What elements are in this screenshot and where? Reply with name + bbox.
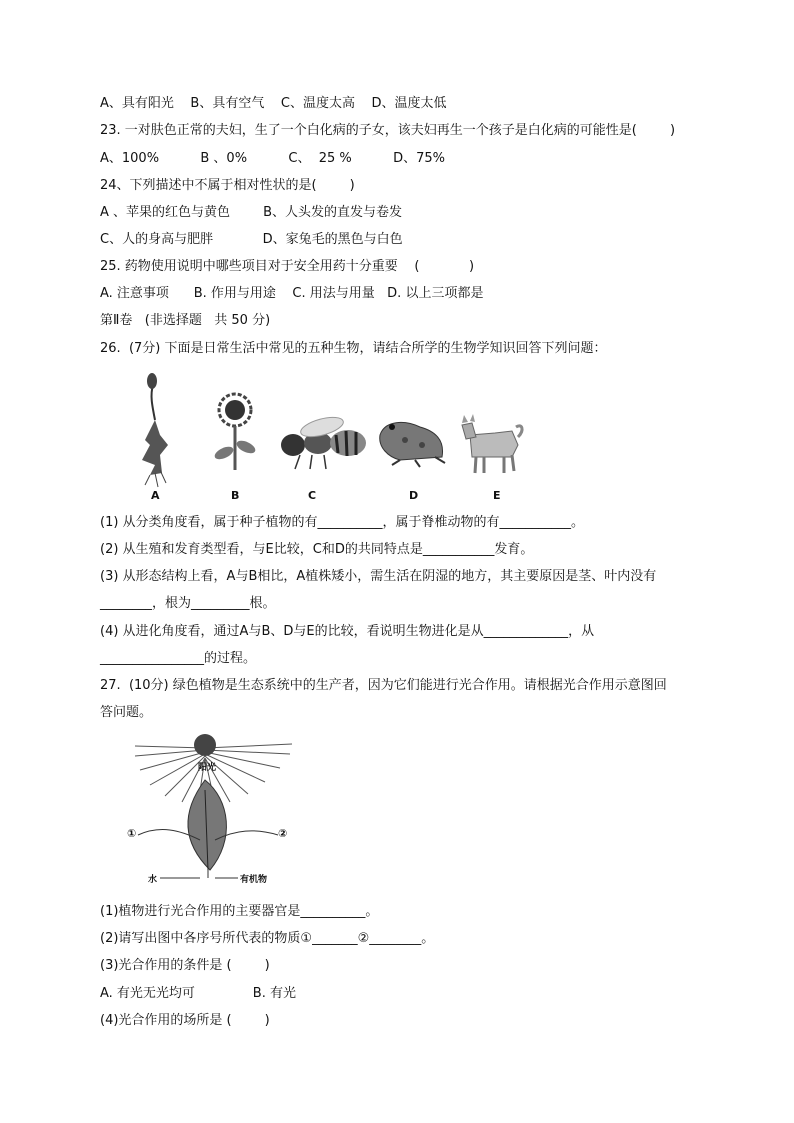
water-label: 水 bbox=[148, 875, 158, 885]
q26-part-3b: ________，根为_________根。 bbox=[100, 596, 276, 611]
frog-illustration bbox=[380, 422, 445, 467]
organism-label-b: B bbox=[231, 489, 240, 502]
organisms-figure bbox=[100, 365, 540, 505]
organism-label-e: E bbox=[493, 489, 501, 502]
q27-part-2: (2)请写出图中各序号所代表的物质①_______②________。 bbox=[100, 931, 435, 946]
q27-part-4: (4)光合作用的场所是 ( ) bbox=[100, 1013, 270, 1028]
question-24: 24、下列描述中不属于相对性状的是( ) bbox=[100, 178, 355, 193]
q26-part-2: (2) 从生殖和发育类型看，与E比较，C和D的共同特点是___________发育。 bbox=[100, 542, 534, 557]
q23-options: A、100% B 、0% C、 25 % D、75% bbox=[100, 151, 445, 166]
q26-part-4b: ________________的过程。 bbox=[100, 651, 257, 666]
q26-part-1: (1) 从分类角度看，属于种子植物的有__________，属于脊椎动物的有___________。 bbox=[100, 515, 585, 530]
organic-matter-label: 有机物 bbox=[240, 875, 268, 885]
question-25: 25. 药物使用说明中哪些项目对于安全用药十分重要 ( ) bbox=[100, 259, 475, 274]
q27-part-3-options: A. 有光无光均可 B. 有光 bbox=[100, 986, 296, 1001]
q27-part-1: (1)植物进行光合作用的主要器官是__________。 bbox=[100, 904, 379, 919]
q26-part-4a: (4) 从进化角度看，通过A与B、D与E的比较，看说明生物进化是从_____________，从 bbox=[100, 624, 595, 639]
sun bbox=[194, 734, 216, 756]
q26-part-3a: (3) 从形态结构上看，A与B相比，A植株矮小，需生活在阴湿的地方，其主要原因是茎、叶内没有 bbox=[100, 569, 657, 584]
sunflower-illustration bbox=[213, 394, 257, 470]
q22-options: A、具有阳光 B、具有空气 C、温度太高 D、温度太低 bbox=[100, 96, 447, 111]
dog-illustration bbox=[462, 414, 522, 473]
photosynthesis-figure bbox=[120, 730, 310, 890]
marker-2: ② bbox=[278, 827, 288, 840]
q24-options-ab: A 、苹果的红色与黄色 B、人头发的直发与卷发 bbox=[100, 205, 403, 220]
q25-options: A. 注意事项 B. 作用与用途 C. 用法与用量 D. 以上三项都是 bbox=[100, 286, 484, 301]
bee-illustration bbox=[281, 414, 366, 469]
organism-label-a: A bbox=[151, 489, 160, 502]
question-23: 23. 一对肤色正常的夫妇，生了一个白化病的子女，该夫妇再生一个孩子是白化病的可能性是( ) bbox=[100, 123, 676, 138]
question-26: 26. (7分) 下面是日常生活中常见的五种生物，请结合所学的生物学知识回答下列问题： bbox=[100, 341, 607, 356]
marker-1: ① bbox=[127, 827, 137, 840]
organism-label-c: C bbox=[308, 489, 317, 502]
q27-part-3: (3)光合作用的条件是 ( ) bbox=[100, 958, 270, 973]
organism-label-d: D bbox=[409, 489, 419, 502]
question-27a: 27. (10分) 绿色植物是生态系统中的生产者，因为它们能进行光合作用。请根据光合作用示意图回 bbox=[100, 678, 667, 693]
moss-illustration bbox=[142, 373, 168, 487]
section-2-heading: 第Ⅱ卷 (非选择题 共 50 分) bbox=[100, 313, 271, 328]
q24-options-cd: C、人的身高与肥胖 D、家兔毛的黑色与白色 bbox=[100, 232, 403, 247]
sun-label: 阳光 bbox=[198, 763, 217, 773]
question-27b: 答问题。 bbox=[100, 705, 153, 720]
